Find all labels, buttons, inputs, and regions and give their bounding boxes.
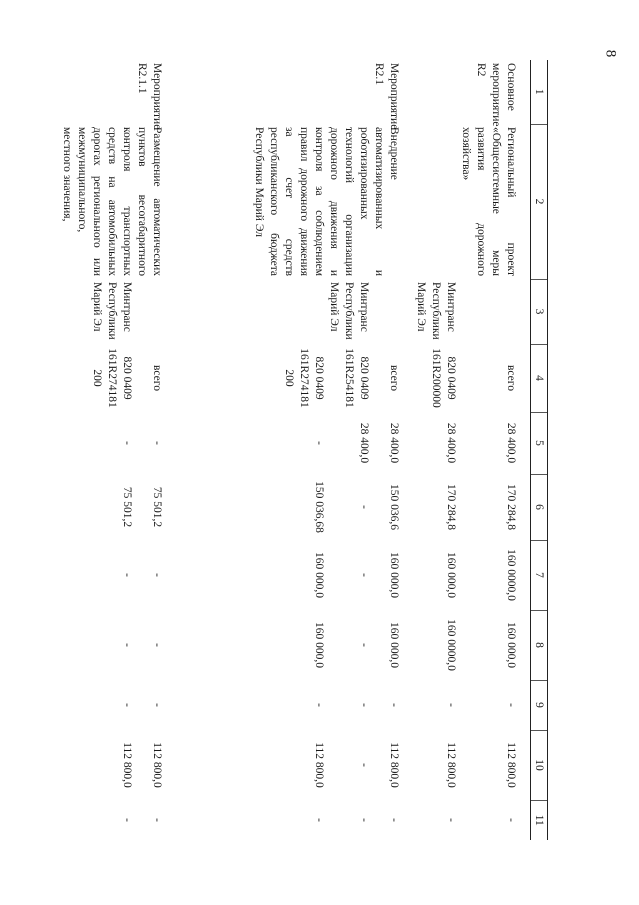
value-cell: -: [445, 703, 457, 707]
measure-name: [29, 60, 134, 124]
executor: Минтранс Республики Марий Эл: [415, 282, 457, 340]
budget-code: всего: [505, 365, 517, 391]
value-cell: -: [358, 703, 370, 707]
value-cell: 170 284,8: [505, 484, 517, 530]
measure-description: Размещение автоматических пунктов весогабаритного контроля транспортных средств на автомобильных дорогах регионального или межмуниципального, местного значения,: [61, 127, 163, 276]
budget-code: 820 0409 161R254181: [343, 348, 370, 408]
value-cell: -: [313, 441, 325, 445]
column-header: 9: [531, 680, 548, 730]
value-cell: -: [121, 441, 133, 445]
measure-name: [326, 60, 371, 124]
column-header: 2: [531, 124, 548, 279]
value-cell: -: [388, 818, 400, 822]
value-cell: 112 800,0: [151, 742, 163, 788]
value-cell: -: [151, 441, 163, 445]
measure-description: [413, 124, 458, 279]
value-cell: 160 000,0: [313, 552, 325, 598]
measure-name: Основное мероприятие R2: [475, 63, 517, 127]
page-number: 8: [602, 49, 619, 58]
column-header: 10: [531, 730, 548, 800]
table-row: [458, 60, 518, 840]
executor: [134, 279, 164, 344]
value-cell: 75 501,2: [121, 486, 133, 528]
value-cell: -: [505, 703, 517, 707]
measure-description: Внедрение автоматизированных и роботизированных технологий организации дорожного движения и контроля за соблюдением правил дорожного движения за счет средств республиканского бюджета Республики Марий Эл: [253, 127, 400, 276]
column-header: 6: [531, 474, 548, 540]
executor: [458, 279, 518, 344]
value-cell: -: [121, 573, 133, 577]
value-cell: -: [121, 818, 133, 822]
value-cell: -: [358, 505, 370, 509]
value-cell: 112 800,0: [445, 742, 457, 788]
column-header: 4: [531, 344, 548, 412]
value-cell: 150 036,6: [388, 484, 400, 530]
table-row: [134, 60, 164, 840]
table-row: [413, 60, 458, 840]
value-cell: 160 0000,0: [445, 619, 457, 671]
rotated-table-container: [61, 60, 548, 840]
value-cell: 160 000,0: [505, 622, 517, 668]
value-cell: 150 036,68: [313, 481, 325, 533]
executor: Минтранс Республики Марий Эл: [328, 282, 370, 340]
value-cell: 28 400,0: [505, 422, 517, 464]
value-cell: -: [313, 703, 325, 707]
budget-code: 820 0409 161R274181 200: [283, 348, 325, 408]
value-cell: -: [358, 573, 370, 577]
value-cell: -: [358, 643, 370, 647]
measure-name: [176, 60, 326, 124]
value-cell: -: [358, 763, 370, 767]
measure-description: Региональный проект «Общесистемные меры развития дорожного хозяйства»: [460, 127, 517, 276]
value-cell: 160 000,0: [313, 622, 325, 668]
value-cell: 112 800,0: [313, 742, 325, 788]
executor: Минтранс Республики Марий Эл: [91, 282, 133, 340]
value-cell: 75 501,2: [151, 486, 163, 528]
column-header: 8: [531, 610, 548, 680]
value-cell: -: [505, 818, 517, 822]
executor: [371, 279, 401, 344]
column-header: 5: [531, 412, 548, 474]
value-cell: 28 400,0: [388, 422, 400, 464]
value-cell: 112 800,0: [121, 742, 133, 788]
column-header: 11: [531, 800, 548, 840]
value-cell: 160 000,0: [388, 622, 400, 668]
value-cell: 160 000,0: [388, 552, 400, 598]
measure-name: [413, 60, 458, 124]
measure-name: Мероприятие R2.1.1: [136, 63, 163, 130]
value-cell: 112 800,0: [388, 742, 400, 788]
value-cell: 28 400,0: [358, 422, 370, 464]
budget-code: 820 0409 161R200000: [430, 348, 457, 408]
executor: [176, 279, 326, 344]
column-header: 3: [531, 279, 548, 344]
column-number-row: [531, 60, 548, 840]
value-cell: -: [151, 573, 163, 577]
value-cell: -: [151, 643, 163, 647]
table-row: [371, 60, 401, 840]
measure-name: Мероприятие R2.1: [373, 63, 400, 130]
value-cell: 160 000,0: [445, 552, 457, 598]
value-cell: -: [313, 818, 325, 822]
value-cell: 160 0000,0: [505, 549, 517, 601]
value-cell: -: [388, 703, 400, 707]
budget-code: 820 0409 161R274181 200: [91, 348, 133, 408]
value-cell: -: [358, 818, 370, 822]
budget-code: всего: [388, 365, 400, 391]
value-cell: -: [445, 818, 457, 822]
column-header: 7: [531, 540, 548, 610]
value-cell: 112 800,0: [505, 742, 517, 788]
budget-code: всего: [151, 365, 163, 391]
budget-table: [29, 60, 548, 840]
value-cell: -: [121, 643, 133, 647]
value-cell: -: [121, 703, 133, 707]
value-cell: 28 400,0: [445, 422, 457, 464]
value-cell: -: [151, 818, 163, 822]
value-cell: 170 284,8: [445, 484, 457, 530]
column-header: 1: [531, 60, 548, 124]
value-cell: -: [151, 703, 163, 707]
